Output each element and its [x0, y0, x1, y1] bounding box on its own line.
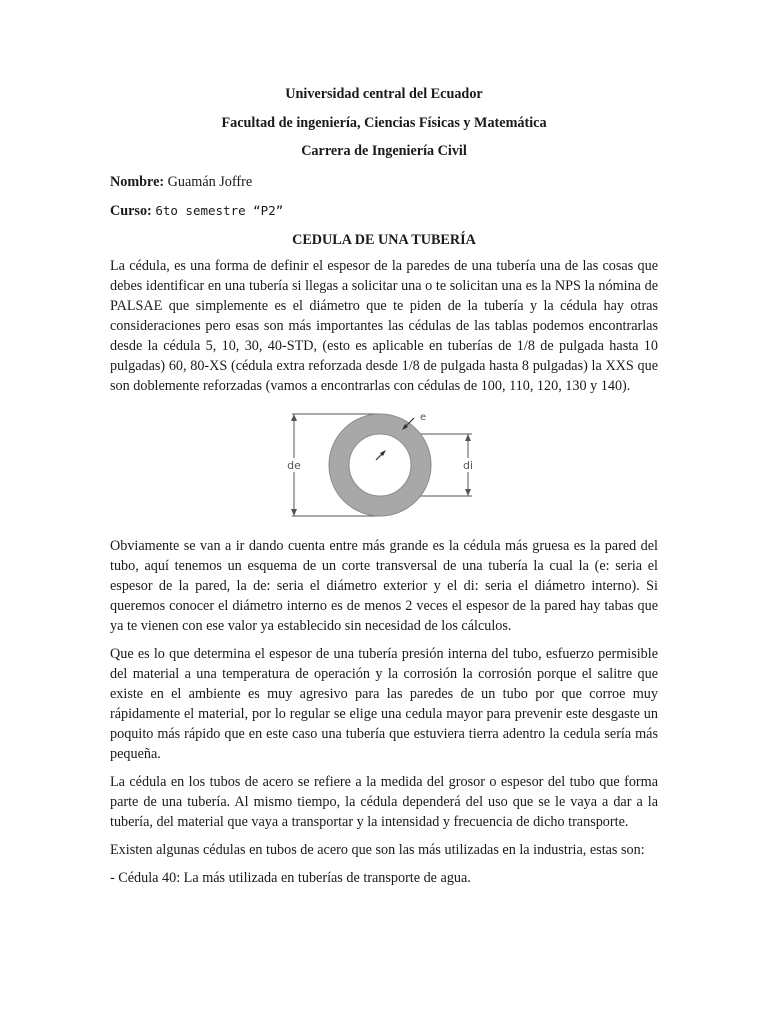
faculty-heading: Facultad de ingeniería, Ciencias Físicas y Matemática — [221, 115, 547, 131]
pipe-inner-bore — [349, 434, 411, 496]
paragraph-2: Obviamente se van a ir dando cuenta entre más grande es la cédula más gruesa es la pared del tubo, aquí tenemos un esquema de un corte transversal de una tubería la cual la (e: seria el espesor de la pared, la de: seria el diámetro exterior y el di: seria el diámetro interno). Si queremos conocer el diámetro interno es de menos 2 veces el espesor de la pared hay tabas que ya te vienen con ese valor ya establecido sin necesidad de los cálculos. — [110, 538, 658, 634]
paragraph-5: Existen algunas cédulas en tubos de acero que son las más utilizadas en la industria, estas son: — [110, 842, 645, 858]
document-title: CEDULA DE UNA TUBERÍA — [292, 232, 476, 248]
di-arrow-bottom — [465, 489, 471, 496]
course-label: Curso: — [110, 203, 152, 219]
pipe-cross-section-figure — [276, 410, 496, 522]
pipe-cross-section-diagram — [276, 410, 496, 522]
paragraph-3: Que es lo que determina el espesor de una tubería presión interna del tubo, esfuerzo permisible del material a una temperatura de operación y la corrosión la corrosión porque el salitre que existe en el ambiente es muy agresivo para las paredes de un tubo por que corroe muy rápidamente el material, por lo regular se elige una cedula mayor para prevenir este desgaste un poquito más rápido que en este caso una tubería que estuviera tierra adentro la cedula sería más pequeña. — [110, 646, 658, 762]
name-label: Nombre: — [110, 174, 165, 190]
paragraph-1: La cédula, es una forma de definir el espesor de la paredes de una tubería una de las cosas que debes identificar en una tubería si llegas a solicitar una o te solicitan una es la NPS la nómina de PALSAE que simplemente es el diámetro que te piden de la tubería y la cédula hay otras consideraciones pero esas son más importantes las cédulas de las tablas podemos encontrarlas desde la cédula 5, 10, 30, 40-STD, (esto es aplicable en tuberías de 1/8 de pulgada hasta 10 pulgadas) 60, 80-XS (cédula extra reforzada desde 1/8 de pulgada hasta 8 pulgadas) la XXS que son doblemente reforzadas (vamos a encontrarlas con cédulas de 100, 110, 120, 130 y 140). — [110, 258, 658, 394]
career-heading: Carrera de Ingeniería Civil — [301, 143, 467, 159]
course-field — [110, 201, 658, 221]
name-field — [110, 172, 658, 192]
name-value: Guamán Joffre — [167, 174, 253, 190]
de-arrow-top — [291, 414, 297, 421]
paragraph-6: - Cédula 40: La más utilizada en tuberías de transporte de agua. — [110, 870, 471, 886]
di-label: di — [462, 459, 474, 472]
document-page — [110, 84, 658, 896]
de-arrow-bottom — [291, 509, 297, 516]
paragraph-4: La cédula en los tubos de acero se refiere a la medida del grosor o espesor del tubo que forma parte de una tubería. Al mismo tiempo, la cédula dependerá del uso que se le vaya a dar a la tubería, del material que vaya a transportar y la intensidad y frecuencia de dicho transporte. — [110, 774, 658, 830]
e-label: e — [420, 412, 427, 423]
di-arrow-top — [465, 434, 471, 441]
university-heading: Universidad central del Ecuador — [285, 86, 483, 102]
de-label: de — [287, 459, 301, 472]
course-value: 6to semestre “P2” — [155, 203, 284, 218]
